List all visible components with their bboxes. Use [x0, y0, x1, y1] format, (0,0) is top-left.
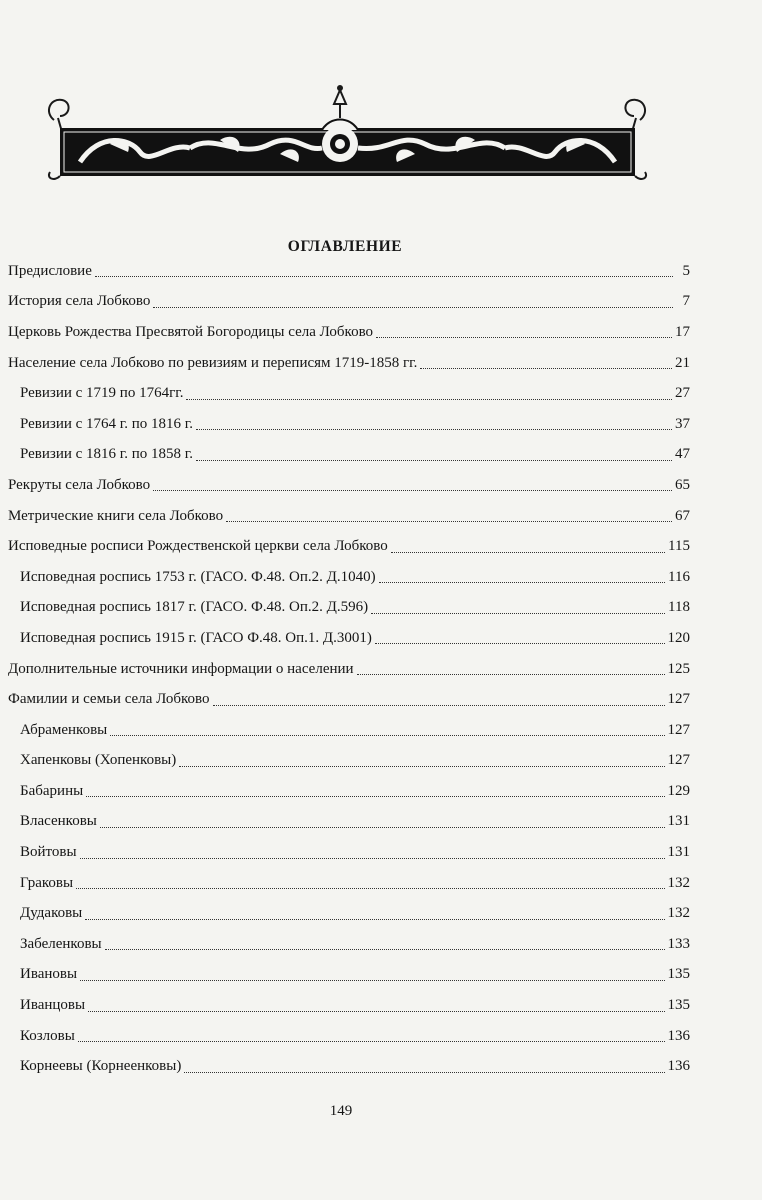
toc-entry — [0, 562, 690, 593]
page-number: 149 — [329, 1103, 353, 1119]
toc-entry-page: 67 — [675, 507, 690, 524]
toc-entry-page: 27 — [675, 385, 690, 402]
toc-entry — [0, 715, 690, 746]
toc-entry-page: 127 — [667, 691, 690, 708]
dot-leader — [80, 979, 664, 981]
toc-entry-page: 132 — [667, 905, 690, 922]
toc-entry — [0, 654, 690, 685]
toc-entry-page: 21 — [675, 354, 690, 371]
dot-leader — [213, 704, 665, 706]
toc-entry-page: 7 — [682, 293, 690, 310]
toc-entry-title: Забеленковы — [20, 935, 102, 952]
dot-leader — [110, 734, 664, 736]
dot-leader — [78, 1040, 665, 1042]
dot-leader — [391, 551, 665, 553]
toc-entry — [0, 287, 690, 318]
toc-entry — [0, 776, 690, 807]
toc-entry-page: 5 — [682, 262, 690, 279]
toc-entry — [0, 1051, 690, 1082]
toc-entry-page: 129 — [667, 782, 690, 799]
toc-entry — [0, 684, 690, 715]
toc-entry-title: Рекруты села Лобково — [8, 476, 151, 493]
ornamental-header-icon — [40, 82, 655, 192]
toc-entry — [0, 837, 690, 868]
dot-leader — [379, 581, 665, 583]
dot-leader — [226, 520, 672, 522]
toc-entry-page: 116 — [668, 568, 690, 585]
toc-entry-title: Церковь Рождества Пресвятой Богородицы села Лобково — [8, 323, 374, 340]
dot-leader — [420, 367, 672, 369]
toc-entry-page: 17 — [675, 323, 690, 340]
toc-entry — [0, 348, 690, 379]
toc-entry-page: 131 — [667, 844, 690, 861]
toc-entry-page: 127 — [667, 721, 690, 738]
toc-entry-title: Ивановы — [20, 966, 78, 983]
toc-entry-title: Предисловие — [8, 262, 92, 279]
dot-leader — [88, 1010, 664, 1012]
toc-entry — [0, 501, 690, 532]
toc-entry-title: Козловы — [20, 1027, 75, 1044]
toc-entry-title: Дополнительные источники информации о населении — [8, 660, 354, 677]
toc-entry-page: 125 — [667, 660, 690, 677]
toc-entry — [0, 929, 690, 960]
dot-leader — [153, 306, 673, 308]
dot-leader — [86, 795, 664, 797]
toc-entry-page: 120 — [667, 629, 690, 646]
toc-entry-title: Метрические книги села Лобково — [8, 507, 224, 524]
dot-leader — [196, 459, 672, 461]
toc-entry-page: 135 — [667, 966, 690, 983]
toc-entry — [0, 409, 690, 440]
toc-entry — [0, 746, 690, 777]
toc-entry-title: Корнеевы (Корнеенковы) — [20, 1058, 182, 1075]
toc-entry-page: 115 — [668, 538, 690, 555]
toc-entry-title: Граковы — [20, 874, 74, 891]
toc-entry — [0, 1021, 690, 1052]
toc-entry-page: 131 — [667, 813, 690, 830]
toc-entry — [0, 470, 690, 501]
toc-entry — [0, 960, 690, 991]
toc-entry-title: Фамилии и семьи села Лобково — [8, 691, 210, 708]
dot-leader — [80, 857, 665, 859]
toc-entry-page: 135 — [667, 997, 690, 1014]
toc-entry-page: 37 — [675, 415, 690, 432]
toc-entry-page: 65 — [675, 476, 690, 493]
toc-entry — [0, 990, 690, 1021]
dot-leader — [153, 489, 672, 491]
toc-entry — [0, 868, 690, 899]
toc-entry — [0, 898, 690, 929]
dot-leader — [375, 642, 665, 644]
toc-entry-title: Абраменковы — [20, 721, 108, 738]
toc-entry-title: Ревизии с 1764 г. по 1816 г. — [20, 415, 193, 432]
toc-entry-title: Хапенковы (Хопенковы) — [20, 752, 177, 769]
toc-heading: ОГЛАВЛЕНИЕ — [287, 238, 403, 255]
dot-leader — [376, 336, 672, 338]
toc-entry — [0, 623, 690, 654]
toc-entry-title: Исповедные росписи Рождественской церкви села Лобково — [8, 538, 388, 555]
toc-entry-title: Ревизии с 1816 г. по 1858 г. — [20, 446, 193, 463]
dot-leader — [184, 1071, 664, 1073]
toc-entry — [0, 440, 690, 471]
dot-leader — [357, 673, 665, 675]
dot-leader — [85, 918, 664, 920]
toc-entry — [0, 317, 690, 348]
toc-entry-page: 136 — [667, 1058, 690, 1075]
toc-entry-page: 133 — [667, 935, 690, 952]
dot-leader — [179, 765, 664, 767]
table-of-contents — [0, 256, 690, 1082]
dot-leader — [196, 428, 672, 430]
toc-entry-page: 118 — [668, 599, 690, 616]
toc-entry-page: 127 — [667, 752, 690, 769]
toc-entry — [0, 256, 690, 287]
toc-entry-title: Население села Лобково по ревизиям и переписям 1719-1858 гг. — [8, 354, 418, 371]
dot-leader — [105, 948, 665, 950]
toc-entry-title: История села Лобково — [8, 293, 151, 310]
toc-entry — [0, 593, 690, 624]
toc-entry — [0, 531, 690, 562]
toc-entry-title: Иванцовы — [20, 997, 86, 1014]
toc-entry-title: Ревизии с 1719 по 1764гг. — [20, 385, 184, 402]
toc-entry-title: Исповедная роспись 1753 г. (ГАСО. Ф.48. Оп.2. Д.1040) — [20, 568, 376, 585]
dot-leader — [186, 398, 672, 400]
toc-entry — [0, 807, 690, 838]
toc-entry-title: Бабарины — [20, 782, 84, 799]
toc-entry-title: Войтовы — [20, 844, 77, 861]
dot-leader — [100, 826, 665, 828]
dot-leader — [76, 887, 664, 889]
toc-entry-page: 132 — [667, 874, 690, 891]
toc-entry-title: Дудаковы — [20, 905, 83, 922]
toc-entry-title: Власенковы — [20, 813, 97, 830]
dot-leader — [95, 275, 673, 277]
dot-leader — [371, 612, 665, 614]
toc-entry-title: Исповедная роспись 1817 г. (ГАСО. Ф.48. Оп.2. Д.596) — [20, 599, 369, 616]
toc-entry-page: 136 — [667, 1027, 690, 1044]
toc-entry-title: Исповедная роспись 1915 г. (ГАСО Ф.48. Оп.1. Д.3001) — [20, 629, 372, 646]
toc-entry-page: 47 — [675, 446, 690, 463]
toc-entry — [0, 378, 690, 409]
